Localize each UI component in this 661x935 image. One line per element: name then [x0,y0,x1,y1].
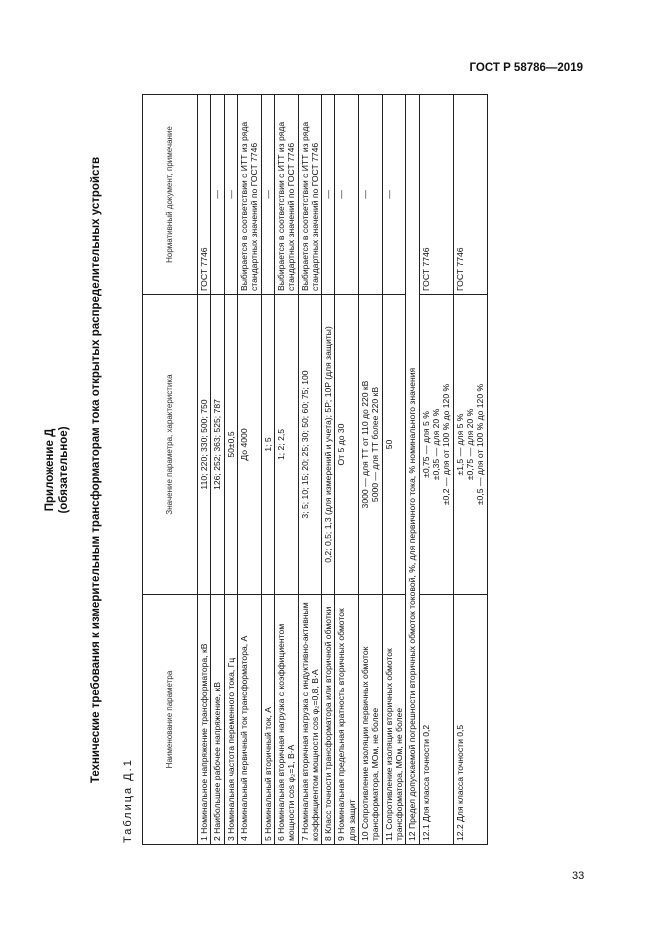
parameter-name-cell: 3 Номинальная частота переменного тока, Гц [224,595,237,845]
document-cell: ГОСТ 7746 [453,95,487,295]
parameter-name-cell: 9 Номинальная предельная кратность вторичных обмоток для защит [335,595,359,845]
parameter-name-cell: 6 Номинальная вторичная нагрузка с коэффициентом мощности cos φ₂=1, В·А [274,595,298,845]
table-row [237,95,261,845]
table-row [224,95,237,845]
parameter-name-cell: 1 Номинальное напряжение трансформатора, кВ [198,595,211,845]
value-line: ±0,35 — для 20 % [430,408,441,481]
table-row [382,95,406,845]
value-line: 3; 5; 10; 15; 20; 25; 30; 50; 60; 75; 100 [299,370,310,519]
document-cell: — [224,95,237,295]
parameter-value-cell [359,295,383,595]
column-header-document: Нормативный документ, примечание [143,95,198,295]
table-caption: Технические требования к измерительным трансформаторам тока открытых распределительных устройств [90,156,102,784]
value-line: От 5 до 30 [336,423,347,466]
parameter-value-cell [198,295,211,595]
appendix-heading [44,95,72,845]
parameter-name-cell: 2 Наибольшее рабочее напряжение, кВ [211,595,224,845]
document-cell: ГОСТ 7746 [419,95,453,295]
document-cell: — [335,95,359,295]
appendix-subtitle: (обязательное) [57,426,70,514]
parameter-value-cell [322,295,335,595]
rotated-page-content [40,95,600,845]
parameter-name-cell: 10 Сопротивление изоляции первичных обмоток трансформатора, МОм, не более [359,595,383,845]
parameter-value-cell [237,295,261,595]
table-row [359,95,383,845]
table-row [298,95,322,845]
parameter-value-cell [261,295,274,595]
document-cell: — [261,95,274,295]
document-cell: Выбирается в соответствии с ИТТ из ряда стандартных значений по ГОСТ 7746 [298,95,322,295]
table-row [419,95,453,845]
table-header-row [143,95,198,845]
value-line: 3000 — для ТТ от 110 до 220 кВ [360,380,371,509]
value-line: ±0,75 — для 20 % [464,408,475,481]
parameter-name-cell: 12.1 Для класса точности 0,2 [419,595,453,845]
document-cell: — [359,95,383,295]
parameter-name-cell: 8 Класс точности трансформатора или вторичной обмотки [322,595,335,845]
parameter-value-cell [298,295,322,595]
value-line: 0,2; 0,5; 1,3 (для измерений и учета); 5P; 10P (для защиты) [323,326,334,563]
parameter-name-cell: 5 Номинальный вторичный ток, А [261,595,274,845]
value-line: До 4000 [238,428,249,461]
table-row [211,95,224,845]
column-header-parameter: Наименование параметра [143,595,198,845]
appendix-title: Приложение Д [44,428,56,512]
table-body [198,95,488,845]
parameter-name-cell: 11 Сопротивление изоляции вторичных обмоток трансформатора, МОм, не более [382,595,406,845]
document-cell: Выбирается в соответствии с ИТТ из ряда стандартных значений по ГОСТ 7746 [237,95,261,295]
table-row [322,95,335,845]
parameter-value-cell [211,295,224,595]
value-line: 50 [383,439,394,450]
table-label: Таблица Д.1 [122,758,134,843]
value-line: ±1,5 — для 5 % [454,413,465,476]
value-line: 5000 — для ТТ более 220 кВ [370,386,381,503]
parameter-name-cell: 4 Номинальный первичный ток трансформатора, А [237,595,261,845]
table-span-row [406,95,419,845]
value-line: 50±0,5 [225,431,236,458]
table-row [335,95,359,845]
value-line: 126; 252; 363; 525; 787 [212,399,223,490]
parameter-value-cell [274,295,298,595]
parameter-value-cell [453,295,487,595]
value-line: ±0,2 — для от 100 % до 120 % [441,383,452,506]
table-row [261,95,274,845]
parameter-name-cell: 7 Номинальная вторичная нагрузка с индуктивно-активным коэффициентом мощности cos φ₂=0,8, В·А [298,595,322,845]
document-cell: — [382,95,406,295]
parameter-value-cell [382,295,406,595]
parameter-value-cell [224,295,237,595]
value-line: 1; 5 [262,437,273,452]
table-row [198,95,211,845]
requirements-table [142,94,488,845]
column-header-value: Значение параметра, характеристика [143,295,198,595]
document-header: ГОСТ Р 58786—2019 [469,62,583,74]
parameter-name-cell: 12.2 Для класса точности 0,5 [453,595,487,845]
span-row-cell: 12 Предел допускаемой погрешности вторичных обмоток токовой, %, для первичного тока, % номинального значения [406,95,419,845]
value-line: 1; 2; 2,5 [275,428,286,461]
document-cell: Выбирается в соответствии с ИТТ из ряда стандартных значений по ГОСТ 7746 [274,95,298,295]
value-line: ±0,5 — для от 100 % до 120 % [475,383,486,506]
table-row [453,95,487,845]
page-number: 33 [572,870,585,882]
document-cell: — [211,95,224,295]
parameter-value-cell [335,295,359,595]
document-cell: ГОСТ 7746 [198,95,211,295]
document-cell: — [322,95,335,295]
table-row [274,95,298,845]
value-line: 110; 220; 330; 500; 750 [199,399,209,490]
value-line: ±0,75 — для 5 % [420,411,431,478]
parameter-value-cell [419,295,453,595]
